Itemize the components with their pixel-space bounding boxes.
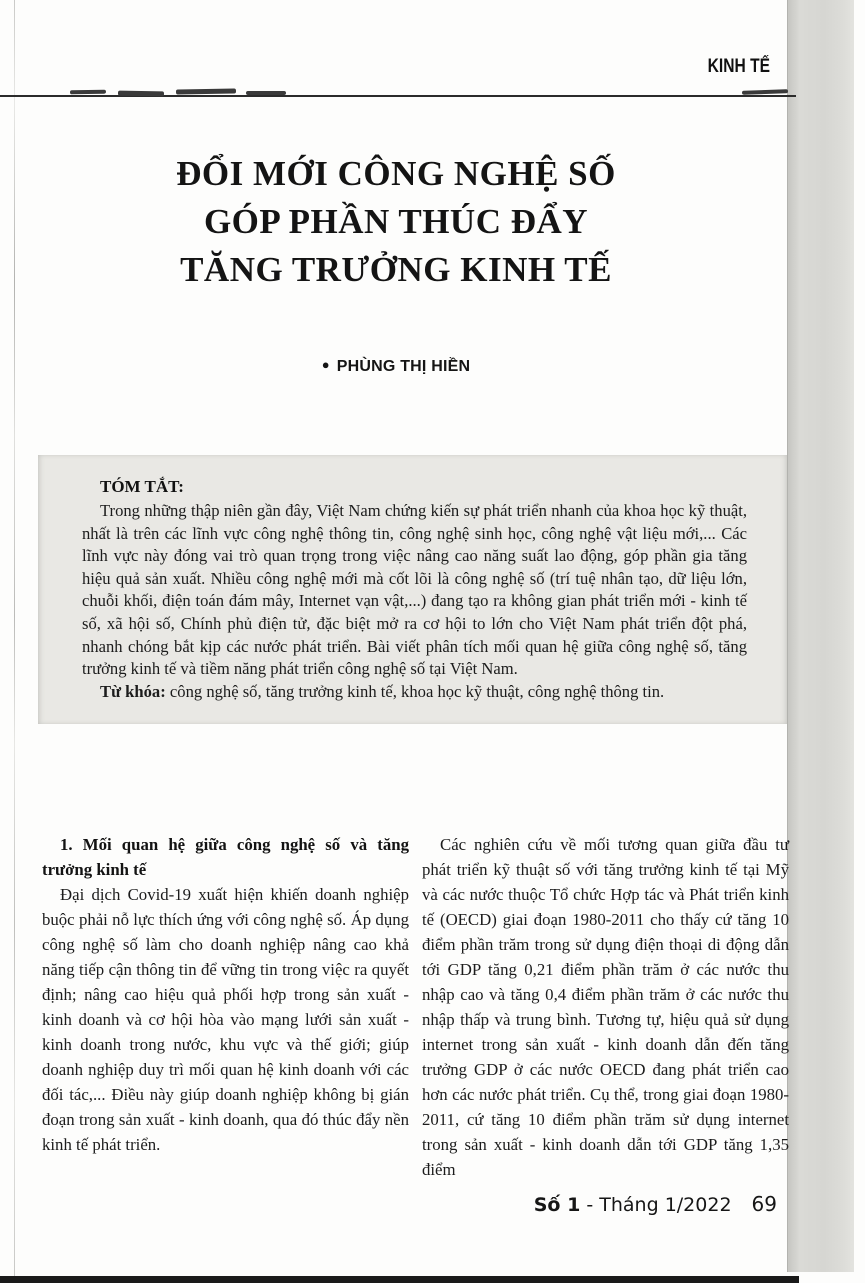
right-column	[422, 832, 789, 1182]
abstract-keywords	[82, 681, 747, 704]
footer-date: - Tháng 1/2022	[580, 1194, 732, 1216]
article-body	[42, 832, 790, 1182]
left-column-paragraph: Đại dịch Covid-19 xuất hiện khiến doanh nghiệp buộc phải nỗ lực thích ứng với công nghệ số. Áp dụng công nghệ số làm cho doanh nghiệp nâng cao khả năng tiếp cận thông tin để vững tin trong việc ra quyết định; nâng cao hiệu quả phối hợp trong sản xuất - kinh doanh và cơ hội hòa vào mạng lưới sản xuất - kinh doanh trong nước, khu vực và thế giới; giúp doanh nghiệp duy trì mối quan hệ kinh doanh với các đối tác,... Điều này giúp doanh nghiệp không bị gián đoạn trong sản xuất - kinh doanh, qua đó thúc đẩy nền kinh tế phát triển.	[42, 885, 409, 1154]
section-1-heading: 1. Mối quan hệ giữa công nghệ số và tăng trưởng kinh tế	[42, 835, 409, 879]
right-column-paragraph: Các nghiên cứu về mối tương quan giữa đầu tư phát triển kỹ thuật số với tăng trưởng kinh tế tại Mỹ và các nước thuộc Tổ chức Hợp tác và Phát triển kinh tế (OECD) giai đoạn 1980-2011 cho thấy cứ tăng 10 điểm phần trăm trong sử dụng điện thoại di động dẫn tới GDP tăng 0,21 điểm phần trăm ở các nước thu nhập cao và tăng 0,4 điểm phần trăm ở các nước thu nhập thấp và trung bình. Tương tự, hiệu quả sử dụng internet trong sản xuất - kinh doanh dẫn đến tăng trưởng GDP ở các nước OECD đang phát triển cao hơn các nước phát triển. Cụ thể, trong giai đoạn 1980-2011, cứ tăng 10 điểm phần trăm sử dụng internet trong sản xuất - kinh doanh dẫn tới GDP tăng 1,35 điểm	[422, 835, 789, 1179]
page-edge-shadow	[787, 0, 854, 1272]
left-column	[42, 832, 409, 1182]
abstract-text: Trong những thập niên gần đây, Việt Nam chứng kiến sự phát triển nhanh của khoa học kỹ thuật, nhất là trên các lĩnh vực công nghệ thông tin, công nghệ sinh học, công nghệ vật liệu mới,... Các lĩnh vực này đóng vai trò quan trọng trong việc nâng cao năng suất lao động, góp phần gia tăng hiệu quả sản xuất. Nhiều công nghệ mới mà cốt lõi là công nghệ số (trí tuệ nhân tạo, dữ liệu lớn, chuỗi khối, điện toán đám mây, Internet vạn vật,...) đang tạo ra không gian phát triển mới - kinh tế số, xã hội số, Chính phủ điện tử, đặc biệt mở ra cơ hội to lớn cho Việt Nam phát triển đột phá, nhanh chóng bắt kịp các nước phát triển. Bài viết phân tích mối quan hệ giữa công nghệ số, tăng trưởng kinh tế và tiềm năng phát triển công nghệ số tại Việt Nam.	[82, 501, 747, 679]
author-name: PHÙNG THỊ HIỀN	[336, 358, 471, 375]
article-title-line-2: GÓP PHẦN THÚC ĐẨY	[203, 202, 589, 241]
article-title-line-3: TĂNG TRƯỞNG KINH TẾ	[180, 250, 612, 289]
abstract-box	[38, 455, 787, 724]
bottom-black-bar	[0, 1276, 799, 1283]
page-footer	[534, 1192, 777, 1216]
keywords-list: công nghệ số, tăng trưởng kinh tế, khoa học kỹ thuật, công nghệ thông tin.	[165, 681, 665, 701]
article-title	[0, 150, 792, 294]
footer-page-number: 69	[751, 1192, 777, 1216]
author-line	[0, 357, 792, 376]
abstract-heading: TÓM TẮT:	[100, 477, 184, 496]
keywords-label: Từ khóa:	[100, 681, 166, 701]
scan-smudge	[70, 90, 106, 95]
scan-smudge	[742, 89, 788, 95]
footer-issue: Số 1	[533, 1194, 581, 1216]
scan-smudge	[118, 91, 164, 97]
scan-smudge	[246, 91, 286, 95]
scan-smudge	[176, 88, 236, 94]
author-bullet-icon: ●	[321, 357, 330, 372]
journal-section-label: KINH TẾ	[707, 56, 770, 77]
article-title-line-1: ĐỔI MỚI CÔNG NGHỆ SỐ	[176, 154, 616, 193]
